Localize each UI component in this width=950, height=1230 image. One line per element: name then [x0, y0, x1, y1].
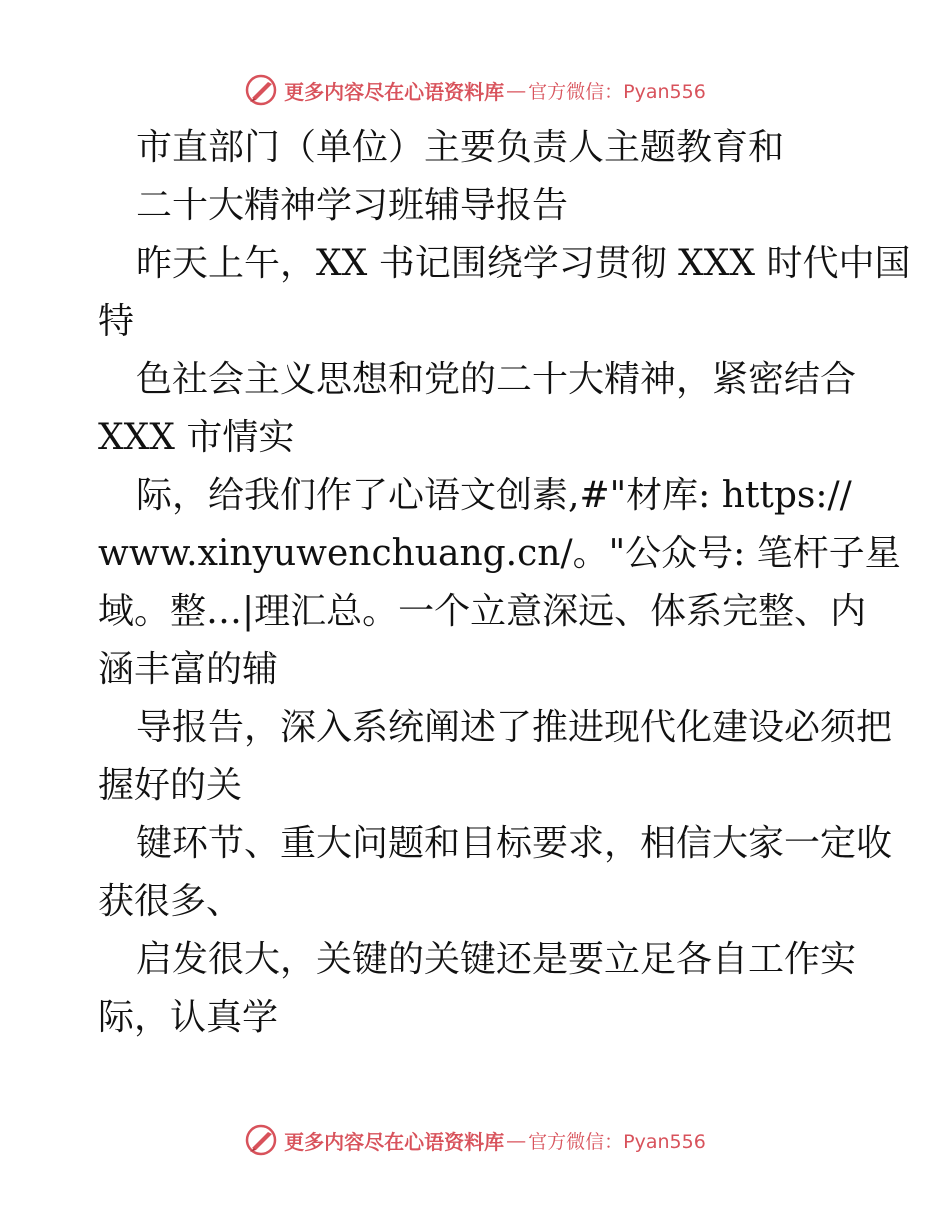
document-line: 昨天上午，XX 书记围绕学习贯彻 XXX 时代中国	[136, 243, 911, 284]
document-line: 键环节、重大问题和目标要求，相信大家一定收	[136, 823, 893, 864]
footer-banner	[0, 1120, 950, 1160]
banner-wechat-text: 官方微信：Pyan556	[528, 80, 706, 103]
document-line: 际，认真学	[98, 997, 279, 1038]
document-line: 域。整…|理汇总。一个立意深远、体系完整、内	[98, 591, 867, 632]
document-line: 获很多、	[98, 881, 243, 922]
document-line: 启发很大，关键的关键还是要立足各自工作实	[136, 939, 857, 980]
document-line: www.xinyuwenchuang.cn/。"公众号: 笔杆子星	[98, 533, 901, 574]
document-line: XXX 市情实	[98, 417, 295, 458]
document-line: 市直部门（单位）主要负责人主题教育和	[136, 127, 785, 168]
pen-logo-icon	[244, 72, 280, 108]
document-line: 色社会主义思想和党的二十大精神，紧密结合	[136, 359, 857, 400]
document-line: 涵丰富的辅	[98, 649, 279, 690]
banner-wechat-text: 官方微信：Pyan556	[528, 1130, 706, 1153]
banner-brand-text: 更多内容尽在心语资料库	[284, 1129, 505, 1154]
document-line: 握好的关	[98, 765, 243, 806]
document-line: 特	[98, 301, 135, 342]
banner-separator: —	[506, 78, 527, 102]
document-line: 导报告，深入系统阐述了推进现代化建设必须把	[136, 707, 893, 748]
banner-brand-text: 更多内容尽在心语资料库	[284, 79, 505, 104]
document-line: 二十大精神学习班辅导报告	[136, 185, 569, 226]
banner-separator: —	[506, 1128, 527, 1152]
header-banner	[0, 70, 950, 110]
pen-logo-icon	[244, 1122, 280, 1158]
document-line: 际，给我们作了心语文创素,#"材库: https://	[136, 475, 852, 516]
